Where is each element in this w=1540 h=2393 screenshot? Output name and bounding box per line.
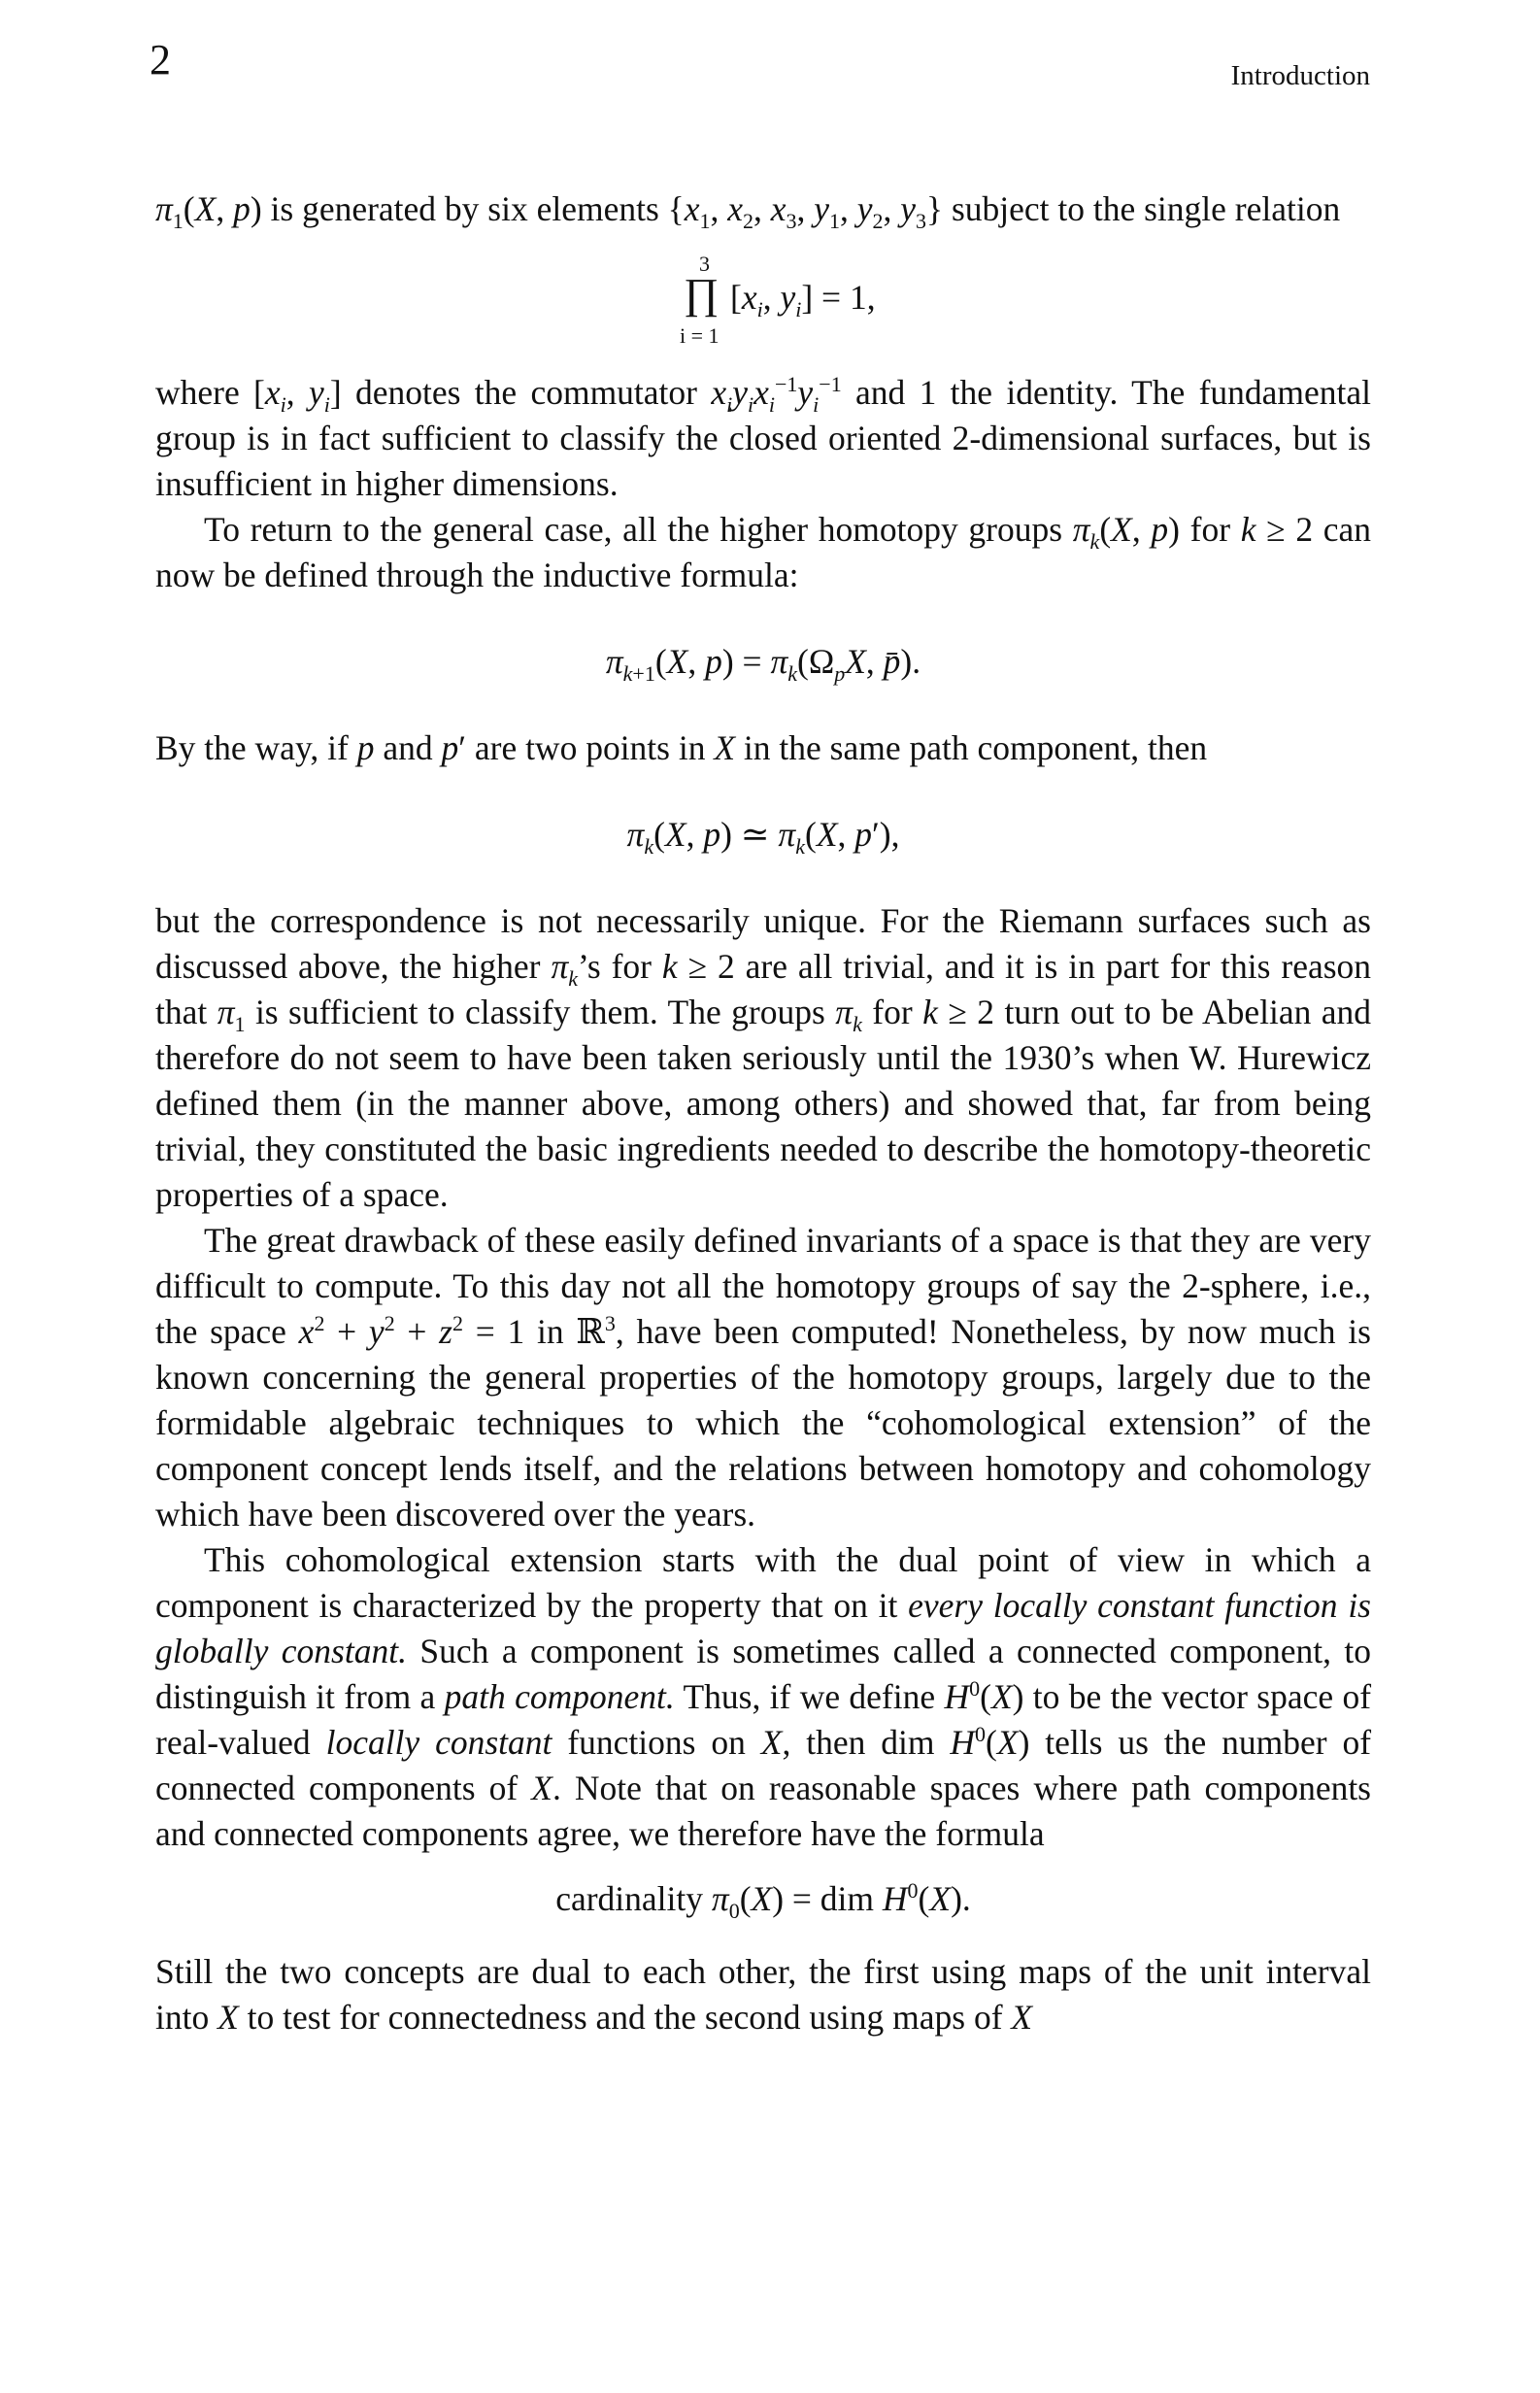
p8-text-b: to test for connectedness and the second using maps of <box>247 1998 1003 2037</box>
product-upper-limit: 3 <box>699 252 710 276</box>
p1-text-b: subject to the single relation <box>951 189 1341 228</box>
p7-text-i: tells us the number of connected components of <box>155 1723 1372 1807</box>
p7-text-a: This cohomological extension starts with the dual point of view in which a component is characterized by the property that on it <box>155 1540 1371 1625</box>
p6-text-a: The great drawback of these easily defined invariants of a space is that they are very difficult to compute. To this day not all the homotopy groups of say the 2-sphere, i.e., the space <box>155 1221 1371 1351</box>
p7-text-d: path component. <box>444 1677 675 1716</box>
p1-text-a: is generated by six elements <box>270 189 659 228</box>
p5-text-e: turn out to be Abelian and therefore do not seem to have been taken seriously until the 1930’s when W. Hurewicz defined them (in the manner above, among others) and showed that, far from being trivial, they constituted the basic ingredients needed to describe the homotopy-theoretic properties of a space. <box>155 993 1372 1214</box>
product-sign: ∏ <box>684 270 720 318</box>
p7-text-h: functions on <box>567 1723 746 1762</box>
p4-text-b: are two points in <box>474 728 706 767</box>
p5-text-c: are all trivial, and it is in part for this reason that <box>155 947 1372 1031</box>
paragraph-1: $\pi_1(X$, p) is generated by six elements {$x_1$, $x_2$, $x_3$, $y_1$, $y_2$, $y_3$} subject to the single relation <box>155 189 1341 234</box>
p7-text-e: Thus, if we define <box>683 1677 936 1716</box>
p4-text-c: in the same path component, then <box>743 728 1208 767</box>
p5-text-b: ’s for <box>578 947 652 986</box>
p4-text-a: By the way, if <box>155 728 349 767</box>
p6-text-b: have been computed! Nonetheless, by now much is known concerning the general properties of the homotopy groups, largely due to the formidable algebraic techniques to which the “cohomological extension” of the component concept lends itself, and the relations between homotopy and cohomology which have been discovered over the years. <box>155 1312 1371 1534</box>
p8-text-a: Still the two concepts are dual to each other, the first using maps of the unit interval into <box>155 1952 1371 2037</box>
paragraph-3: To return to the general case, all the higher homotopy groups $\pi_k(X$, p) for k ≥ 2 can now be defined through the inductive formula: <box>155 510 1372 594</box>
p2-text-b: denotes the commutator <box>355 373 697 412</box>
p7-text-j: Note that on reasonable spaces where path components and connected components agree, we therefore have the formula <box>155 1769 1371 1853</box>
p7-text-g: locally constant <box>325 1723 552 1762</box>
paragraph-2: where [$x_i$, $y_i$] denotes the commutator $x_iy_ix_i^{-1}y_i^{-1}$ and 1 the identity. The fundamental group is in fact sufficient to classify the closed oriented 2-dimensional surfaces, but is insufficient in higher dimensions. <box>155 372 1372 503</box>
p5-text-d: is sufficient to classify them. The groups <box>254 993 825 1031</box>
paragraph-5: but the correspondence is not necessarily unique. For the Riemann surfaces such as discussed above, the higher $\pi_k’s$ for k ≥ 2 are all trivial, and it is in part for this reason that $\pi_1$ is sufficient to classify them. The groups $\pi_k$ for k ≥ 2 turn out to be Abelian and therefore do not seem to have been taken seriously until the 1930’s when W. Hurewicz defined them (in the manner above, among others) and showed that, far from being trivial, they constituted the basic ingredients needed to describe the homotopy-theoretic properties of a space. <box>155 901 1372 1214</box>
paragraph-4: By the way, if p and p′ are two points in X in the same path component, then <box>155 728 1208 767</box>
product-body: [$x_i$, $y_i] = 1$, <box>730 278 876 322</box>
p3-text-b: can now be defined through the inductive formula: <box>155 510 1372 594</box>
p2-text-a: where <box>155 373 240 412</box>
p5-text-a: but the correspondence is not necessarily unique. For the Riemann surfaces such as discussed above, the higher <box>155 901 1371 986</box>
cardinality-formula: cardinality $\pi_0(X)$ = dim $H^0(X)$. <box>555 1878 971 1924</box>
cardinality-word: cardinality <box>555 1879 704 1918</box>
product-lower-limit: i = 1 <box>680 323 720 348</box>
p3-text-a: To return to the general case, all the higher homotopy groups <box>204 510 1063 549</box>
p7-text-f: to be the vector space of real-valued <box>155 1677 1372 1762</box>
p2-text-c: and 1 the identity. The fundamental group is in fact sufficient to classify the closed oriented 2-dimensional surfaces, but is insufficient in higher dimensions. <box>155 373 1372 503</box>
p7-text-c: Such a component is sometimes called a connected component, to distinguish it from a <box>155 1632 1372 1716</box>
isomorphism-equation: $\pi_k(X$, p) ≃ $\pi_k(X$, p′), <box>626 815 900 859</box>
paragraph-7: This cohomological extension starts with the dual point of view in which a component is characterized by the property that on it every locally constant function is globally constant. Such a component is sometimes called a connected component, to distinguish it from a path component. Thus, if we define $H^0(X)$ to be the vector space of real-valued locally constant functions on X, then dim $H^0(X)$ tells us the number of connected components of X. Note that on reasonable spaces where path components and connected components agree, we therefore have the formula <box>155 1540 1372 1853</box>
running-head: Introduction <box>1230 60 1370 91</box>
inductive-formula: $\pi_{k+1}(X$, $p) = \pi_k(\Omega_pX$, p̄). <box>605 642 921 687</box>
p7-text-b: every locally constant function is globally constant. <box>155 1586 1371 1670</box>
page-number: 2 <box>150 36 171 84</box>
product-equation <box>155 252 1371 353</box>
paragraph-6: The great drawback of these easily defined invariants of a space is that they are very difficult to compute. To this day not all the homotopy groups of say the 2-sphere, i.e., the space $x^2 + y^2 + z^2 = 1$ in ℝ$^3$, have been computed! Nonetheless, by now much is known concerning the general properties of the homotopy groups, largely due to the formidable algebraic techniques to which the “cohomological extension” of the component concept lends itself, and the relations between homotopy and cohomology which have been discovered over the years. <box>155 1221 1371 1534</box>
body-text <box>155 186 1371 2040</box>
paragraph-8: Still the two concepts are dual to each other, the first using maps of the unit interval into X to test for connectedness and the second using maps of X <box>155 1952 1371 2037</box>
